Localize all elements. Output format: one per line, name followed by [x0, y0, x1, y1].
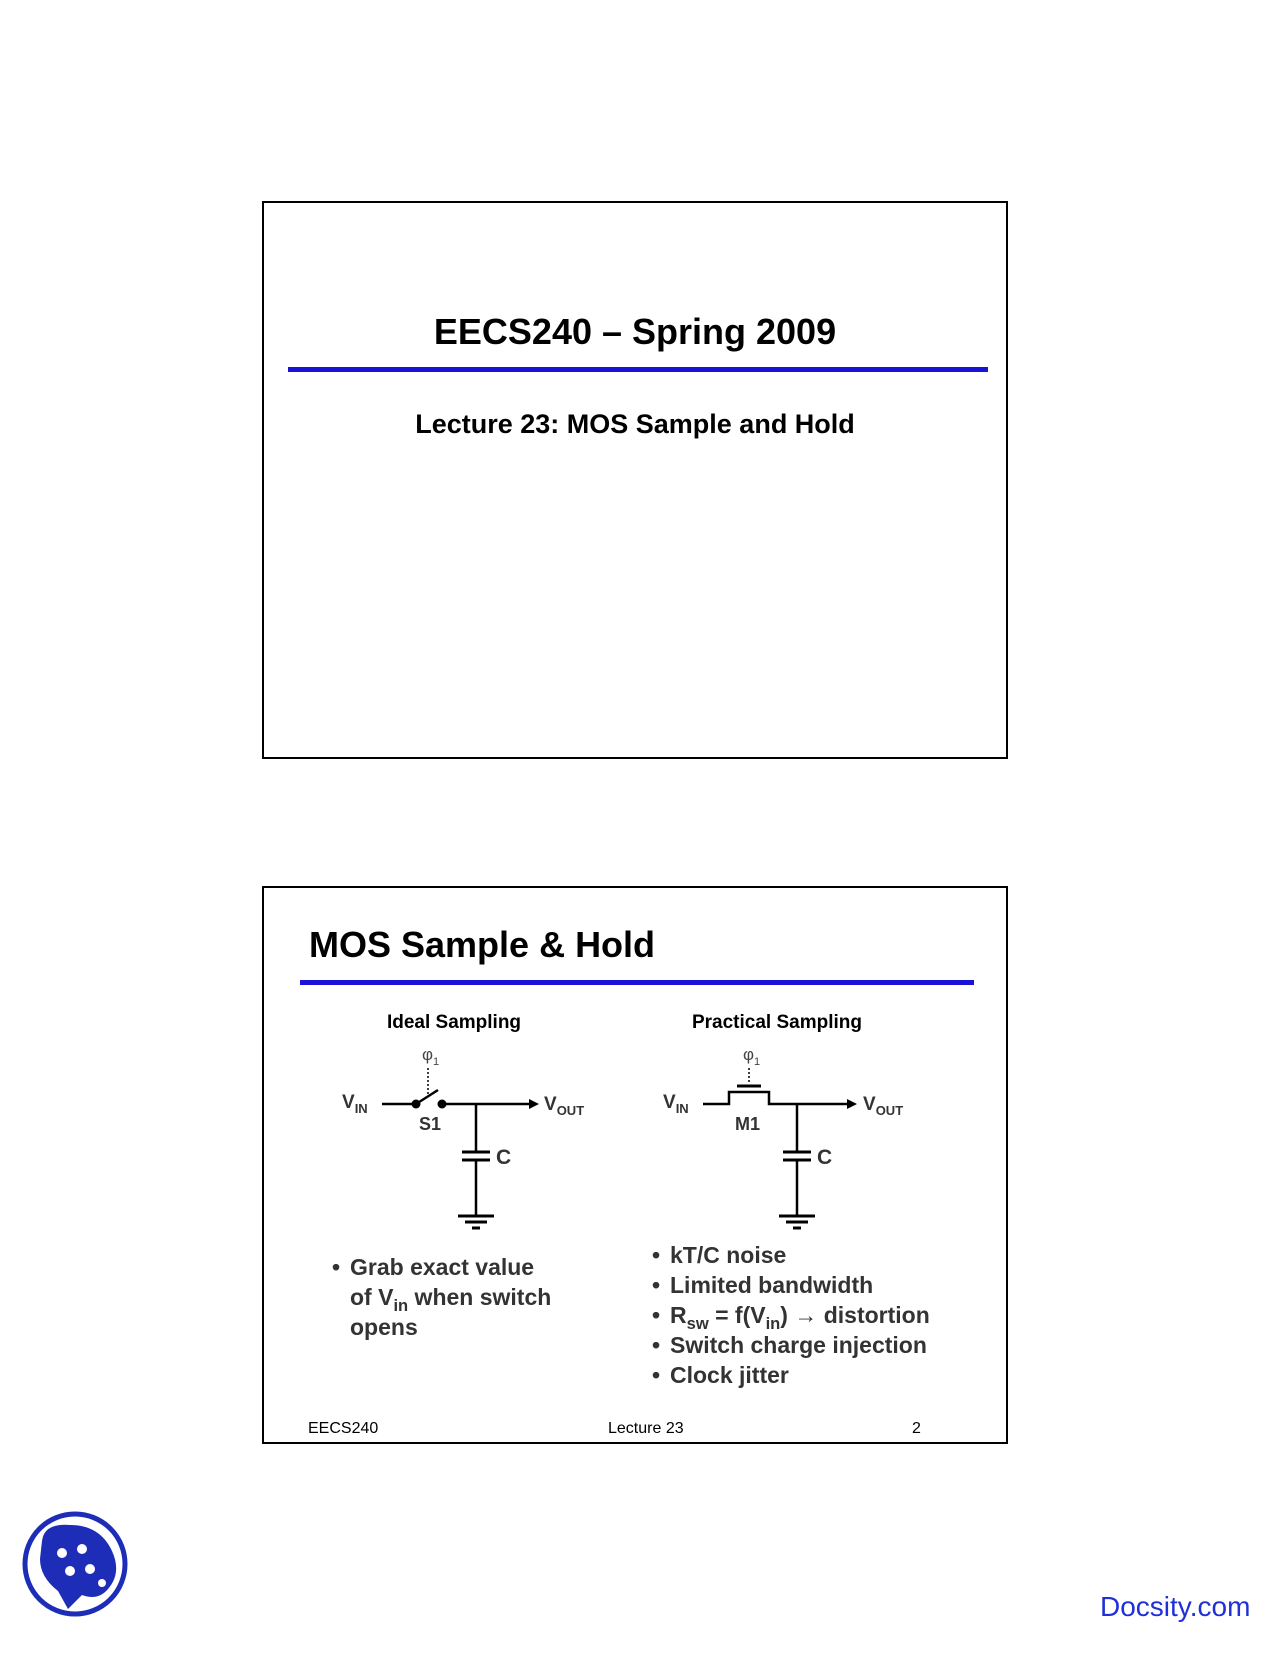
logo-dot	[57, 1548, 67, 1558]
switch-blade	[416, 1090, 438, 1104]
cap-label: C	[817, 1146, 833, 1169]
bullet-item: • Grab exact value of $V_{in}$ when switch opens	[332, 1252, 592, 1342]
switch-label: S1	[419, 1114, 442, 1134]
transistor-channel	[703, 1092, 847, 1104]
docsity-brand-link[interactable]: Docsity.com	[1100, 1591, 1251, 1622]
title-rule	[300, 980, 974, 985]
output-arrow	[529, 1099, 539, 1109]
vin-label: $V_{IN}$	[663, 1092, 689, 1116]
bullet-item: • $R_{sw} = f(V_{in})$ → distortion	[652, 1300, 972, 1330]
logo-dot	[85, 1564, 95, 1574]
output-arrow	[847, 1099, 857, 1109]
bullet-item: • Clock jitter	[652, 1360, 972, 1390]
footer-page-number: 2	[912, 1420, 921, 1437]
bullet-item: • Limited bandwidth	[652, 1270, 972, 1300]
cap-label: C	[496, 1146, 512, 1169]
vin-label: $V_{IN}$	[342, 1092, 368, 1116]
content-slide	[262, 886, 1008, 1444]
logo-dot	[98, 1579, 106, 1587]
ideal-sampling-circuit	[334, 1046, 594, 1236]
slide-title: MOS Sample & Hold	[309, 924, 656, 965]
ideal-sampling-heading: Ideal Sampling	[386, 1012, 522, 1033]
practical-bullets	[652, 1240, 972, 1390]
practical-sampling-heading: Practical Sampling	[691, 1012, 862, 1033]
transistor-label: M1	[735, 1114, 761, 1134]
course-title: EECS240 – Spring 2009	[433, 311, 837, 352]
vout-label: $V_{OUT}$	[863, 1094, 904, 1118]
logo-dot	[77, 1544, 87, 1554]
logo-dot	[65, 1566, 75, 1576]
lecture-subtitle: Lecture 23: MOS Sample and Hold	[415, 409, 855, 439]
footer-lecture: Lecture 23	[608, 1420, 684, 1437]
title-slide	[262, 201, 1008, 759]
vout-label: $V_{OUT}$	[544, 1094, 585, 1118]
docsity-logo-icon	[22, 1511, 128, 1617]
title-rule	[288, 367, 988, 372]
ideal-bullets	[332, 1252, 592, 1342]
footer-course: EECS240	[308, 1420, 379, 1437]
practical-sampling-circuit	[657, 1046, 917, 1236]
phase-label: $\varphi_1$	[422, 1046, 440, 1068]
bullet-item: • Switch charge injection	[652, 1330, 972, 1360]
bullet-item: • kT/C noise	[652, 1240, 972, 1270]
phase-label: $\varphi_1$	[743, 1046, 761, 1068]
